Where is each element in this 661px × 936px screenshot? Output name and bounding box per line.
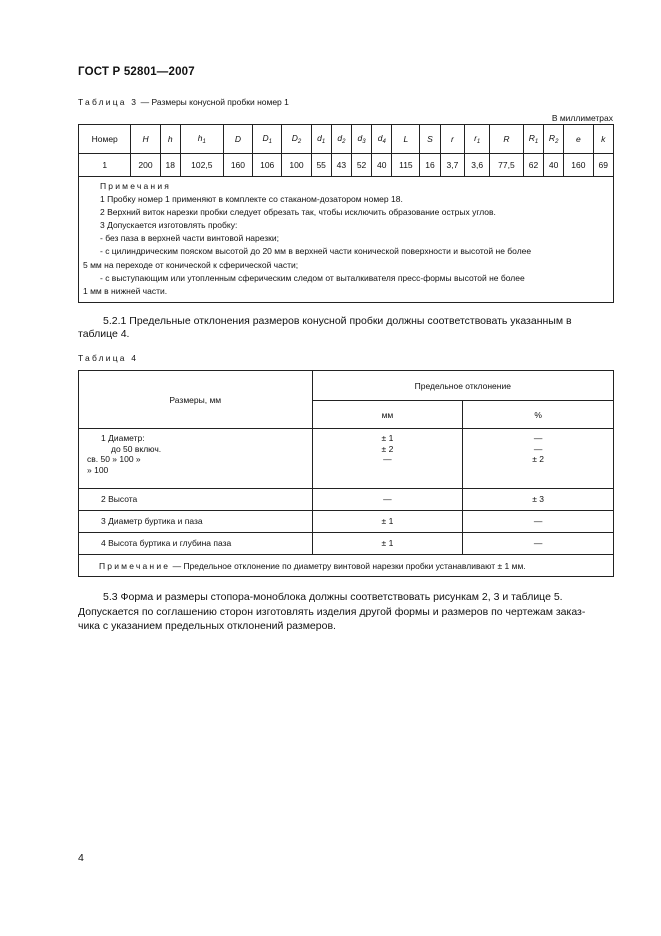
table3-value-cell: 69 [593, 154, 613, 177]
table4-cell-line: — [533, 433, 543, 443]
table3-header-subscript: 1 [534, 139, 539, 145]
table4-cell-pct [463, 533, 614, 555]
page-number: 4 [78, 852, 84, 864]
table3-header-cell [523, 125, 543, 154]
table3-caption [78, 97, 289, 107]
table4-cell-mm [312, 429, 463, 489]
table3-header-subscript: 1 [321, 139, 326, 145]
table4-note-label: Примечание [99, 560, 171, 571]
table3-header-symbol: r [451, 134, 454, 144]
paragraph-5-3-line: Допускается по соглашению сторон изготовлять изделия другой формы и размеров по чертежам заказ- [78, 605, 586, 618]
table4-cell-line: — [533, 443, 543, 454]
table3-value-cell: 102,5 [180, 154, 223, 177]
table4-row [79, 429, 614, 489]
table3-header-cell [131, 125, 160, 154]
table3-value-row [79, 154, 614, 177]
table3-notes [79, 177, 614, 303]
table3-header-cell [564, 125, 593, 154]
table3-header-symbol: D [262, 133, 269, 143]
table3-value-cell: 115 [392, 154, 420, 177]
table3-header-cell [79, 125, 131, 154]
table3-notes-list [83, 193, 609, 298]
paragraph-5-3-line: 5.3 Форма и размеры стопора-моноблока должны соответствовать рисункам 2, 3 и таблице 5. [103, 591, 563, 603]
table3-note-line: - без паза в верхней части винтовой нарезки; [100, 233, 279, 244]
table4-cell-line: ± 2 [532, 454, 545, 464]
table3-note-line: 1 Пробку номер 1 применяют в комплекте со стаканом-дозатором номер 18. [100, 194, 403, 205]
table4-cell-mm [312, 511, 463, 533]
table3-header-cell [593, 125, 613, 154]
table4-cell-label [79, 429, 313, 489]
table3-header-subscript: 2 [555, 139, 559, 145]
table4-row [79, 533, 614, 555]
table4-cell-line: — [383, 454, 392, 464]
table3-header-cell [282, 125, 311, 154]
table3-header-subscript: 4 [382, 139, 386, 145]
table3-value-cell: 1 [79, 154, 131, 177]
table4-header-sizes: Размеры, мм [79, 371, 313, 429]
table3-value-cell: 160 [564, 154, 593, 177]
table3-header-subscript: 1 [268, 139, 272, 145]
table4-cell-pct [463, 511, 614, 533]
table3-header-subscript: 2 [342, 139, 346, 145]
table3-header-symbol: h [197, 133, 203, 143]
table3-header-symbol: d [357, 133, 363, 143]
table3-header-symbol: d [337, 133, 343, 143]
table3-note-line: - с выступающим или утопленным сферическим следом от выталкивателя пресс-формы высотой не более [100, 272, 525, 283]
paragraph-5-2-1-line2: таблице 4. [78, 328, 130, 340]
table3-value-cell: 200 [131, 154, 160, 177]
table3-value-cell: 3,7 [440, 154, 465, 177]
table4-cell-line: 2 Высота [101, 494, 138, 505]
table3-header-cell [392, 125, 420, 154]
table3-note-line: - с цилиндрическим пояском высотой до 20 мм в верхней части конической поверхности и высотой не более [100, 246, 532, 257]
table3-value-cell: 40 [372, 154, 392, 177]
table4-header-percent: % [463, 401, 614, 429]
table3-value-cell: 77,5 [490, 154, 524, 177]
table4-cell-label [79, 533, 313, 555]
table3-value-cell: 55 [311, 154, 331, 177]
table4-cell-line: ± 1 [381, 538, 394, 549]
table3-header-symbol: L [403, 134, 409, 144]
table3-header-cell [544, 125, 564, 154]
table3-note-line: 5 мм на переходе от конической к сферической части; [83, 259, 299, 270]
table3-header-symbol: R [548, 133, 556, 143]
table3-header-subscript: 3 [362, 139, 366, 145]
table3-header-symbol: e [576, 134, 581, 144]
table3-units: В миллиметрах [551, 113, 613, 123]
table4-cell-line: ± 1 [381, 516, 394, 527]
table3-header-symbol: R [528, 133, 535, 143]
table3-value-cell: 106 [253, 154, 282, 177]
table4-cell-line: ± 2 [381, 443, 394, 454]
table3-header-cell [490, 125, 524, 154]
table3-header-symbol: r [474, 133, 477, 143]
table3-header-cell [331, 125, 351, 154]
table3-header-cell [253, 125, 282, 154]
table4-cell-line: 4 Высота буртика и глубина паза [101, 538, 232, 549]
table3-header-symbol: H [142, 134, 149, 144]
table4-cell-line: до 50 включ. [111, 443, 162, 454]
table3-note-line: 1 мм в нижней части. [83, 285, 168, 296]
table3-value-cell: 100 [282, 154, 311, 177]
table3-header-symbol: h [167, 134, 173, 144]
table4-cell-line: 3 Диаметр буртика и паза [101, 516, 203, 527]
table4-cell-label [79, 489, 313, 511]
table4-note [79, 555, 614, 577]
table4-cell-line: ± 1 [381, 433, 394, 443]
table4-cell-line: св. 50 » 100 » [87, 454, 141, 464]
table3-header-cell [160, 125, 180, 154]
table3-header-cell [311, 125, 331, 154]
table3-header-cell [351, 125, 371, 154]
table3-header-symbol: D [234, 134, 241, 144]
paragraph-5-2-1-line1: 5.2.1 Предельные отклонения размеров конусной пробки должны соответствовать указанным в [103, 315, 572, 327]
table3-value-cell: 3,6 [465, 154, 490, 177]
table4-note-text: — Предельное отклонение по диаметру винтовой нарезки пробки устанавливают ± 1 мм. [172, 560, 526, 571]
table4-row [79, 511, 614, 533]
table3-header-row [79, 125, 614, 154]
table3-header-subscript: 1 [202, 139, 206, 145]
table3-header-symbol: d [317, 133, 322, 143]
table3 [78, 124, 614, 303]
table3-header-symbol: R [503, 134, 510, 144]
table3-note-line: 3 Допускается изготовлять пробку: [100, 220, 238, 231]
table3-value-cell: 62 [523, 154, 543, 177]
table3-caption-text: — Размеры конусной пробки номер 1 [140, 97, 289, 107]
table3-header-symbol: d [377, 133, 383, 143]
table3-header-symbol: Номер [91, 134, 118, 144]
table3-header-symbol: S [427, 134, 433, 144]
table3-header-symbol: D [291, 133, 298, 143]
paragraph-5-3-line: чика с указанием предельных отклонений размеров. [78, 620, 336, 632]
table3-header-cell [420, 125, 440, 154]
table3-note-line: 2 Верхний виток нарезки пробки следует обрезать так, чтобы исключить образование острых углов. [100, 207, 496, 218]
table3-header-cell [440, 125, 465, 154]
table3-header-symbol: k [601, 134, 606, 144]
table4-caption: Таблица 4 [78, 353, 139, 363]
table4-cell-line: — [533, 516, 543, 527]
table3-header-subscript: 2 [297, 139, 302, 145]
table4-cell-pct [463, 429, 614, 489]
table3-header-cell [372, 125, 392, 154]
table4-header-deviation: Предельное отклонение [312, 371, 613, 401]
table3-header-cell [223, 125, 252, 154]
document-header: ГОСТ Р 52801—2007 [78, 66, 195, 78]
table4-cell-mm [312, 533, 463, 555]
table4-cell-line: 1 Диаметр: [101, 433, 145, 443]
table3-value-cell: 18 [160, 154, 180, 177]
table3-value-cell: 160 [223, 154, 252, 177]
table4-cell-pct [463, 489, 614, 511]
table3-header-cell [180, 125, 223, 154]
table3-value-cell: 52 [351, 154, 371, 177]
table3-notes-title: Примечания [100, 181, 172, 191]
table4-cell-line: » 100 [87, 464, 109, 475]
table4-row [79, 489, 614, 511]
table3-value-cell: 16 [420, 154, 440, 177]
table3-value-cell: 40 [544, 154, 564, 177]
table4-cell-label [79, 511, 313, 533]
table3-value-cell: 43 [331, 154, 351, 177]
table4-cell-mm [312, 489, 463, 511]
table4-header-mm: мм [312, 401, 463, 429]
table4-cell-line: ± 3 [532, 494, 545, 505]
table4 [78, 370, 614, 577]
table3-header-subscript: 1 [476, 139, 481, 145]
table3-caption-label: Таблица 3 [78, 97, 139, 107]
paragraph-5-3 [78, 590, 616, 634]
table3-header-cell [465, 125, 490, 154]
table4-cell-line: — [383, 494, 392, 505]
table4-cell-line: — [533, 538, 543, 549]
